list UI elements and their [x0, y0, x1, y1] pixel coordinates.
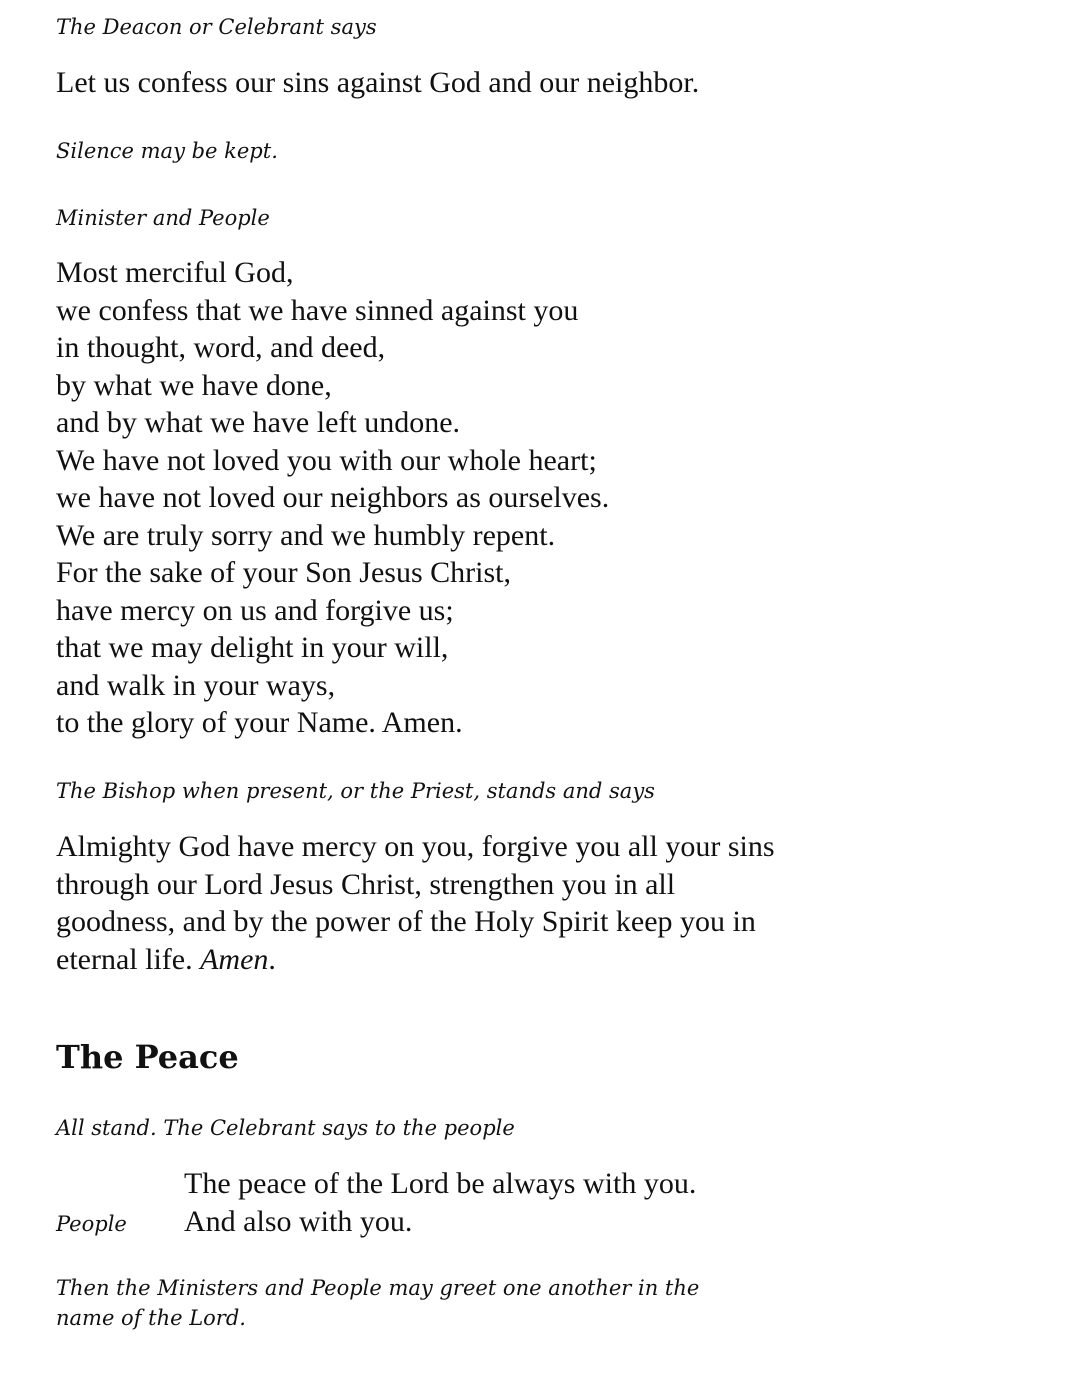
confession-line: and walk in your ways, — [56, 668, 336, 702]
dialogue-row-celebrant — [56, 1165, 696, 1203]
rubric-silence: Silence may be kept. — [56, 139, 278, 163]
confession-line: We are truly sorry and we humbly repent. — [56, 518, 556, 552]
confession-line: have mercy on us and forgive us; — [56, 593, 454, 627]
confession-line: in thought, word, and deed, — [56, 331, 386, 364]
absolution-period: . — [268, 942, 276, 976]
rubric-all-stand: All stand. The Celebrant says to the people — [56, 1116, 515, 1140]
confession-line: we confess that we have sinned against you — [56, 293, 579, 327]
rubric-minister-and-people: Minister and People — [56, 206, 270, 230]
rubric-greet-line: Then the Ministers and People may greet one another in the — [56, 1276, 700, 1300]
confession-line: We have not loved you with our whole heart; — [56, 443, 597, 477]
celebrant-line: The peace of the Lord be always with you. — [184, 1167, 697, 1200]
rubric-bishop: The Bishop when present, or the Priest, stands and says — [56, 779, 655, 803]
confession-prayer — [56, 254, 609, 742]
dialogue-row-people — [56, 1203, 696, 1241]
absolution-line: Almighty God have mercy on you, forgive you all your sins — [56, 830, 775, 863]
absolution-last-line — [56, 941, 775, 979]
confession-line: to the glory of your Name. Amen. — [56, 706, 463, 739]
rubric-greet-line: name of the Lord. — [56, 1306, 246, 1330]
absolution-last-text: eternal life. — [56, 942, 201, 976]
confession-line: that we may delight in your will, — [56, 631, 449, 664]
confession-line: and by what we have left undone. — [56, 406, 461, 439]
confession-line: For the sake of your Son Jesus Christ, — [56, 556, 511, 589]
people-line: And also with you. — [184, 1204, 413, 1238]
absolution-line: through our Lord Jesus Christ, strengthen you in all — [56, 867, 676, 901]
confession-line: by what we have done, — [56, 368, 332, 402]
section-heading-the-peace: The Peace — [56, 1038, 239, 1076]
confession-line: we have not loved our neighbors as ourselves. — [56, 481, 610, 514]
absolution — [56, 828, 775, 978]
speaker-label-people: People — [56, 1211, 127, 1236]
peace-dialogue — [56, 1165, 696, 1240]
rubric-greet — [56, 1273, 699, 1333]
confession-line: Most merciful God, — [56, 256, 294, 289]
absolution-line: goodness, and by the power of the Holy Spirit keep you in — [56, 905, 756, 938]
absolution-amen: Amen — [200, 942, 269, 976]
invitation-to-confession: Let us confess our sins against God and our neighbor. — [56, 66, 700, 99]
rubric-deacon: The Deacon or Celebrant says — [56, 15, 377, 39]
